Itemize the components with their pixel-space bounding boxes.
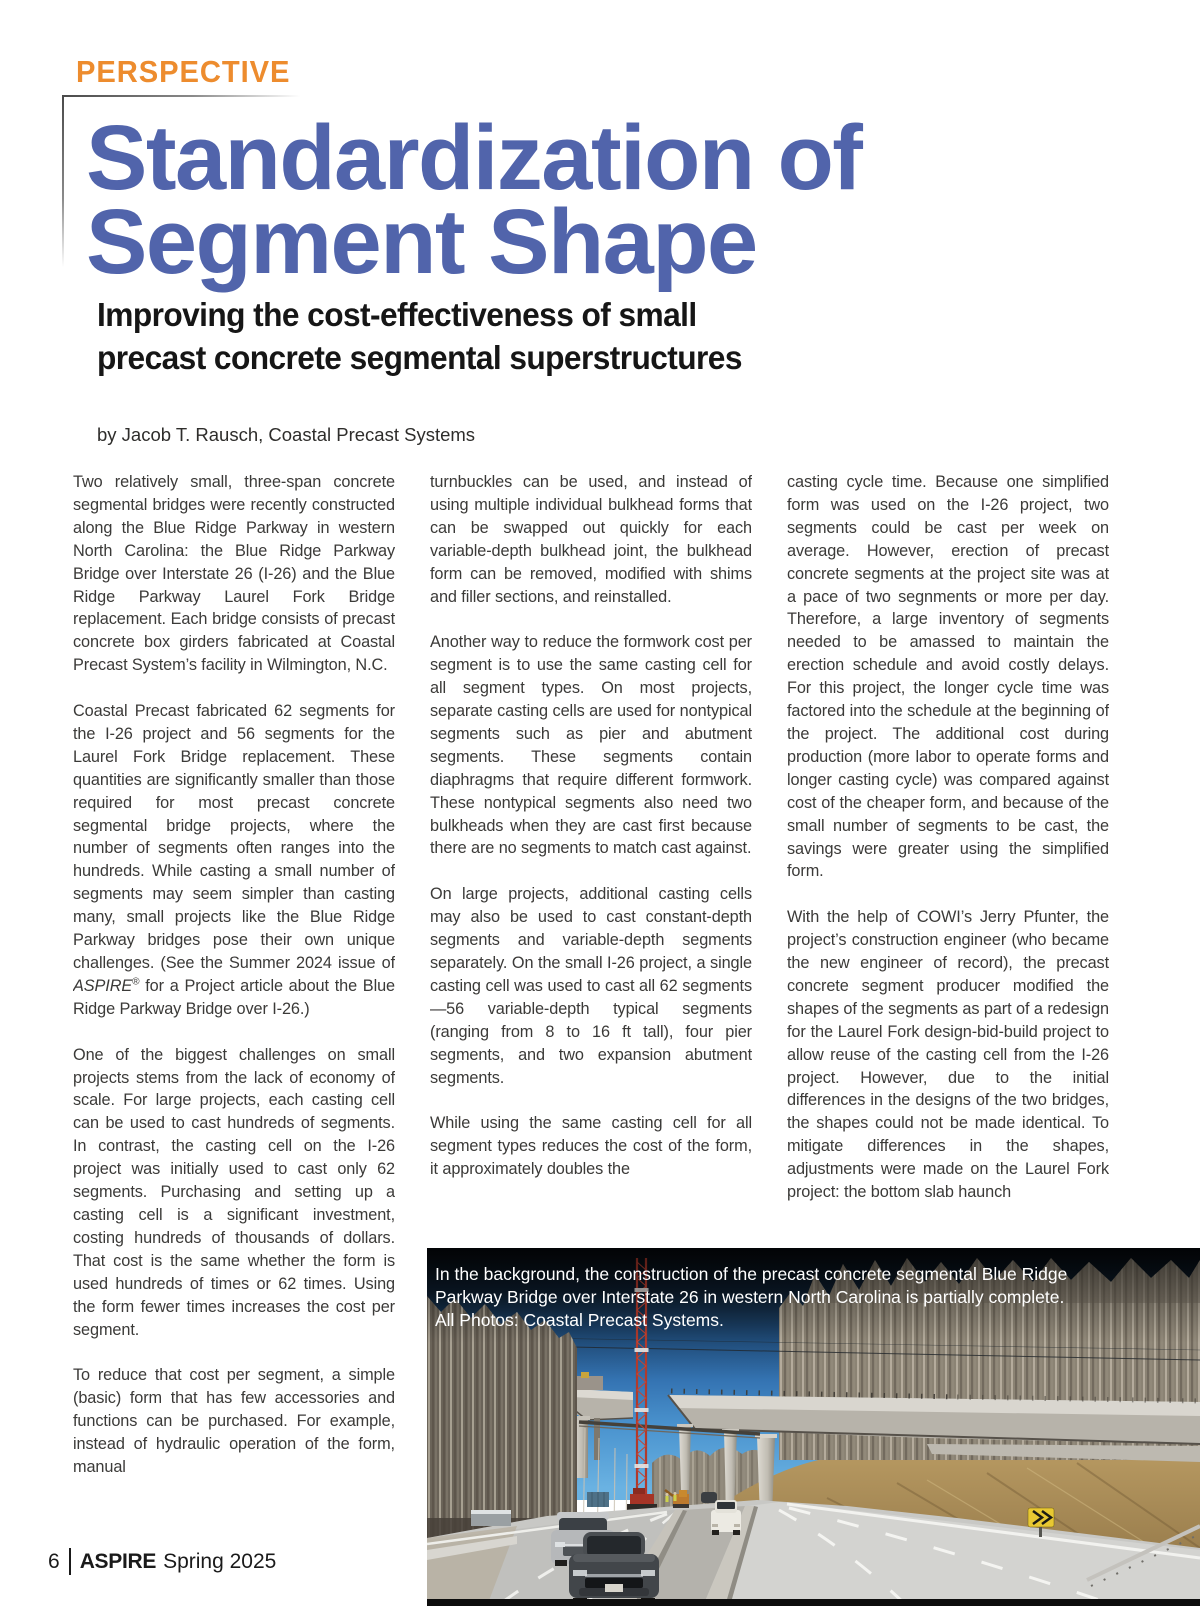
corner-rule-horizontal [62,95,300,97]
magazine-name: ASPIRE [79,1549,157,1573]
paragraph: Two relatively small, three-span concrete segmental bridges were recently constructed along the Blue Ridge Parkway in western North Carolina: the Blue Ridge Parkway Bridge over Interstate 26 (I-26) and the Blue Ridge Parkway Laurel Fork Bridge replacement. Each bridge consists of precast concrete box girders fabricated at Coastal Precast System’s facility in Wilmington, N.C. [73,473,395,675]
caption-line: All Photos: Coastal Precast Systems. [435,1310,724,1330]
paragraph: While using the same casting cell for all segment types reduces the cost of the form, it approximately doubles the [430,1114,752,1179]
caption-line: In the background, the construction of the precast concrete segmental Blue Ridge [435,1264,1068,1284]
paragraph: turnbuckles can be used, and instead of using multiple individual bulkhead forms that can be swapped out quickly for each variable-depth bulkhead joint, the bulkhead form can be removed, modified with shims and filler sections, and reinstalled. [430,473,752,606]
byline: by Jacob T. Rausch, Coastal Precast Systems [97,424,476,445]
article-title [86,107,862,293]
photo-caption [435,1263,1115,1332]
text-column-1 [73,471,395,1543]
page-footer [48,1548,276,1575]
subtitle-line-2: precast concrete segmental superstructures [97,339,742,376]
article-subtitle [97,293,742,379]
page-number: 6 [48,1549,60,1573]
paragraph: Coastal Precast fabricated 62 segments for the I-26 project and 56 segments for the Laurel Fork Bridge replacement. These quantities are significantly smaller than those required for most precast concrete segmental bridge projects, where the number of segments often ranges into the hundreds. While casting a small number of segments may seem simpler than casting many, small projects like the Blue Ridge Parkway bridges pose their own unique challenges. (See the Summer 2024 issue of ASPIRE® for a Project article about the Blue Ridge Parkway Bridge over I-26.) [73,702,395,1018]
subtitle-line-1: Improving the cost-effectiveness of small [97,296,697,333]
paragraph: On large projects, additional casting cells may also be used to cast constant-depth segments and variable-depth segments separately. On the small I-26 project, a single casting cell was used to cast all 62 segments—56 variable-depth typical segments (ranging from 8 to 16 ft tall), four pier segments, and two expansion abutment segments. [430,885,752,1087]
text-column-3 [787,471,1109,1249]
paragraph: casting cycle time. Because one simplified form was used on the I-26 project, two segments could be cast per week on average. However, erection of precast concrete segments at the project site was at a pace of two segnments or more per day. Therefore, a large inventory of segments needed to be amassed to maintain the erection schedule and avoid costly delays. For this project, the longer cycle time was factored into the schedule at the beginning of the project. The additional cost during production (more labor to operate forms and longer casting cycle) was compared against cost of the cheaper form, and because of the small number of segments to be cast, the savings were greater using the simplified form. [787,473,1109,881]
corner-rule-vertical [62,95,64,267]
paragraph: Another way to reduce the formwork cost per segment is to use the same casting cell for all segment types. On most projects, separate casting cells are used for nontypical segments such as pier and abutment segments. These segments contain diaphragms that require different formwork. These nontypical segments also need two bulkheads when they are cast first because there are no segments to match cast against. [430,633,752,858]
title-line-1: Standardization of [86,107,862,209]
title-line-2: Segment Shape [86,191,757,293]
footer-divider [69,1548,71,1575]
caption-line: Parkway Bridge over Interstate 26 in western North Carolina is partially complete. [435,1287,1065,1307]
text-column-2 [430,471,752,1249]
paragraph: To reduce that cost per segment, a simple (basic) form that has few accessories and functions can be purchased. For example, instead of hydraulic operation of the form, manual [73,1366,395,1476]
photo-bottom-strip [427,1599,1200,1606]
section-kicker: PERSPECTIVE [76,54,291,89]
paragraph: With the help of COWI’s Jerry Pfunter, the project’s construction engineer (who became the new engineer of record), the precast concrete segment producer modified the shapes of the segments as part of a redesign for the Laurel Fork design-bid-build project to allow reuse of the casting cell from the I-26 project. However, due to the initial differences in the designs of the two bridges, the shapes could not be made identical. To mitigate differences in the shapes, adjustments were made on the Laurel Fork project: the bottom slab haunch [787,908,1109,1202]
paragraph: One of the biggest challenges on small projects stems from the lack of economy of scale. For large projects, each casting cell can be used to cast hundreds of segments. In contrast, the casting cell on the I-26 project was initially used to cast only 62 segments. Purchasing and setting up a casting cell is a significant investment, costing hundreds of thousands of dollars. That cost is the same whether the form is used hundreds of times or 62 times. Using the form fewer times increases the cost per segment. [73,1045,395,1339]
issue-name: Spring 2025 [163,1549,277,1573]
